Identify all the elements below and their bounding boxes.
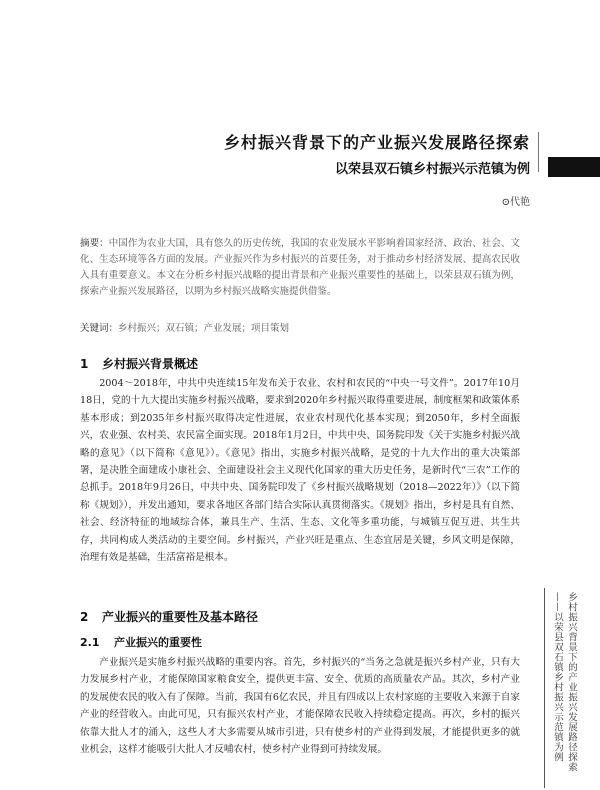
section-title: 产业振兴的重要性及基本路径 [102, 610, 259, 624]
subsection-heading-2-1 [80, 634, 520, 650]
section-tab-marker [548, 157, 600, 177]
section-number: 2 [80, 610, 89, 624]
keywords-label: 关键词： [80, 323, 119, 334]
abstract [80, 236, 520, 300]
subsection-title: 产业振兴的重要性 [114, 636, 202, 649]
section-title: 乡村振兴背景概述 [102, 357, 199, 371]
section-number: 1 [80, 357, 89, 371]
running-title: 乡村振兴背景下的产业振兴发展路径探索——以荣县双石镇乡村振兴示范镇为例 [552, 592, 577, 772]
title-rule [538, 132, 539, 172]
subsection-number: 2.1 [80, 636, 100, 649]
section-heading-1 [80, 355, 520, 372]
sidebar-rule [544, 588, 545, 788]
abstract-text: 中国作为农业大国，具有悠久的历史传统，我国的农业发展水平影响着国家经济、政治、社会、文化、生态环境等各方面的发展。产业振兴作为乡村振兴的首要任务，对于推动乡村经济发展、提高农民收入具有重要意义。本文在分析乡村振兴战略的提出背景和产业振兴重要性的基础上，以荣县双石镇为例，探索产业振兴发展路径，以期为乡村振兴战略实施提供借鉴。 [80, 238, 520, 297]
section1-paragraph: 2004～2018年，中共中央连续15年发布关于农业、农村和农民的“中央一号文件”。2017年10月18日，党的十九大提出实施乡村振兴战略，要求到2020年乡村振兴取得重要进展，制度框架和政策体系基本形成；到2035年乡村振兴取得决定性进展，农业农村现代化基本实现；到2050年，乡村全面振兴，农业强、农村美、农民富全面实现。2018年1月2日，中共中央、国务院印发《关于实施乡村振兴战略的意见》（以下简称《意见》）。《意见》指出，实施乡村振兴战略，是党的十九大作出的重大决策部署，是决胜全面建成小康社会、全面建设社会主义现代化国家的重大历史任务，是新时代“三农”工作的总抓手。2018年9月26日，中共中央、国务院印发了《乡村振兴战略规划（2018—2022年）》（以下简称《规划》），并发出通知，要求各地区各部门结合实际认真贯彻落实。《规划》指出，乡村是具有自然、社会、经济特征的地域综合体，兼具生产、生活、生态、文化等多重功能，与城镇互促互进、共生共存，共同构成人类活动的主要空间。乡村振兴，产业兴旺是重点、生态宜居是关键，乡风文明是保障，治理有效是基础，生活富裕是根本。 [80, 378, 520, 564]
keywords-text: 乡村振兴；双石镇；产业发展；项目策划 [118, 323, 290, 334]
section-heading-2 [80, 608, 520, 625]
article-subtitle: 以荣县双石镇乡村振兴示范镇为例 [334, 162, 530, 177]
article-title: 乡村振兴背景下的产业振兴发展路径探索 [223, 133, 530, 152]
section2-1-paragraph: 产业振兴是实施乡村振兴战略的重要内容。首先，乡村振兴的“当务之急就是振兴乡村产业，只有大力发展乡村产业，才能保障国家粮食安全，提供更丰富、安全、优质的高质量农产品。其次，乡村产业的发展使农民的收入有了保障。当前，我国有6亿农民，并且有四成以上农村家庭的主要收入来源于自家产业的经营收入。由此可见，只有振兴农村产业，才能保障农民收入持续稳定提高。再次，乡村的振兴依靠大批人才的涌入，这些人才大多需要从城市引进，只有使乡村的产业得到发展，才能提供更多的就业机会，这样才能吸引大批人才反哺农村，使乡村产业得到可持续发展。 [80, 657, 520, 756]
abstract-label: 摘要： [80, 238, 109, 249]
keywords [80, 322, 520, 336]
author-name: ⊙代艳 [501, 197, 530, 208]
